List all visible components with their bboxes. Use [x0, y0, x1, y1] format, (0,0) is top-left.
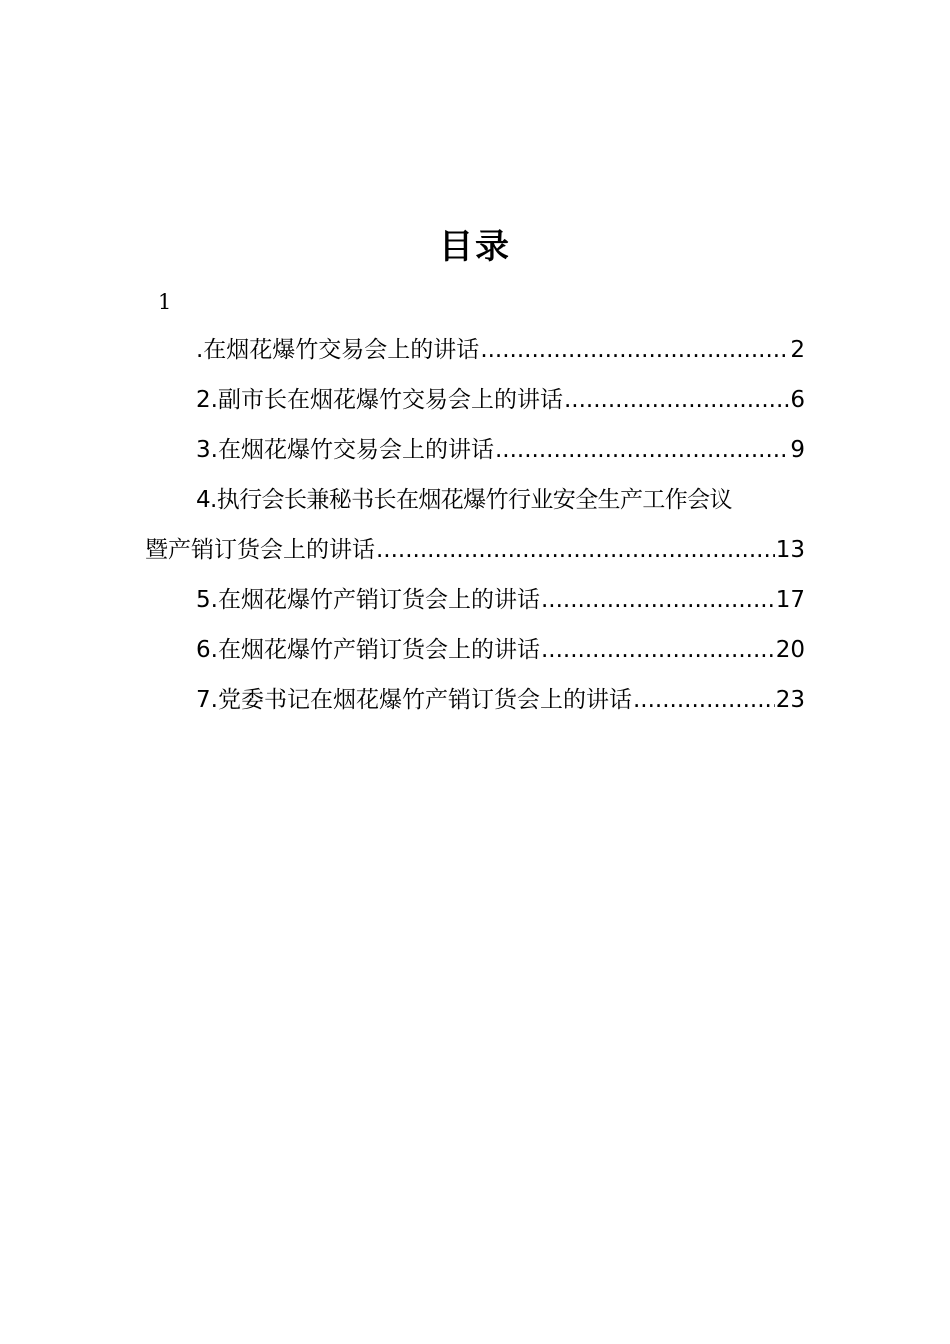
toc-leader-dots — [376, 525, 775, 575]
toc-entry-title: .在烟花爆竹交易会上的讲话 — [196, 337, 480, 363]
toc-entry-4[interactable] — [145, 475, 805, 575]
stray-number: 1 — [158, 290, 172, 314]
toc-entry-2[interactable] — [145, 375, 805, 425]
toc-entry-4-line2 — [145, 525, 805, 575]
toc-entry-title: 3.在烟花爆竹交易会上的讲话 — [196, 437, 494, 463]
toc-entry-title: 7.党委书记在烟花爆竹产销订货会上的讲话 — [196, 687, 632, 713]
toc-entry-title-line1: 4.执行会长兼秘书长在烟花爆竹行业安全生产工作会议 — [196, 487, 732, 513]
toc-entry-title: 2.副市长在烟花爆竹交易会上的讲话 — [196, 387, 563, 413]
toc-leader-dots — [633, 675, 775, 725]
toc-entry-page: 2 — [790, 337, 805, 363]
toc-entry-5[interactable] — [145, 575, 805, 625]
table-of-contents — [145, 325, 805, 725]
page-title: 目录 — [439, 227, 511, 267]
toc-leader-dots — [495, 425, 789, 475]
toc-entry-1[interactable] — [145, 325, 805, 375]
toc-entry-6[interactable] — [145, 625, 805, 675]
toc-entry-page: 6 — [790, 387, 805, 413]
toc-leader-dots — [564, 375, 789, 425]
toc-entry-title: 6.在烟花爆竹产销订货会上的讲话 — [196, 637, 540, 663]
toc-entry-page: 17 — [775, 587, 805, 613]
toc-entry-3[interactable] — [145, 425, 805, 475]
toc-entry-page: 13 — [775, 537, 805, 563]
toc-leader-dots — [541, 575, 775, 625]
toc-entry-title-line2: 暨产销订货会上的讲话 — [145, 537, 375, 563]
toc-leader-dots — [541, 625, 775, 675]
toc-entry-page: 9 — [790, 437, 805, 463]
toc-entry-title: 5.在烟花爆竹产销订货会上的讲话 — [196, 587, 540, 613]
toc-entry-page: 23 — [775, 687, 805, 713]
toc-entry-7[interactable] — [145, 675, 805, 725]
toc-entry-page: 20 — [775, 637, 805, 663]
toc-leader-dots — [480, 325, 789, 375]
